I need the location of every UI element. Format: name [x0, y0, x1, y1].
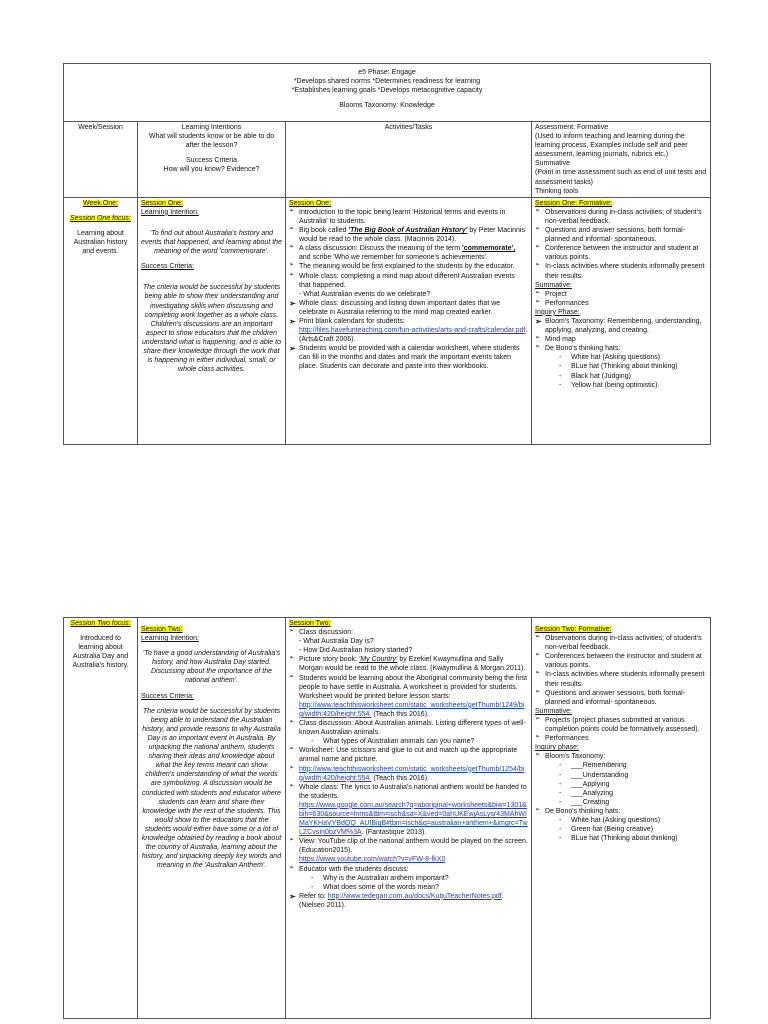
calendar-link[interactable]: http://files.havefunteaching.com/fun-activities/arts-and-crafts/calendar.pdf — [299, 327, 526, 335]
col-activities: Activities/Tasks — [286, 122, 532, 198]
anthem-search-link[interactable]: https://www.google.com.au/search?q=aboriginal+worksheets&biw=1301&bih=630&source=lnms&tbm=isch&sa=X&ved=0ahUKEwjAsLysr43MAhWIMaYKHaVYBdQQ_AUIBigB#tbm=isch&q=australian+anthem+&imgrc=TwLZCvsIn0bzVM%3A — [299, 801, 528, 837]
session-two-focus-label: Session Two focus: — [70, 620, 131, 627]
list-item: ➢ Whole class: completing a mind map about different Australian events that happened. - What Australian events do we celebrate? — [289, 272, 528, 299]
session-one-formative-label: Session One: Formative: — [535, 199, 613, 207]
formative-list — [535, 634, 707, 707]
list-item: ➢ Class discussion: - What Australia Day is? - How Did Australian history started? — [289, 628, 528, 655]
activities-session-label: Session Two: — [289, 620, 331, 627]
list-item: ➢ Introduction to the topic being learnt 'Historical terms and events in Australia' to students. — [289, 208, 528, 226]
list-item: ➢ Bloom's Taxonomy: - ___Remembering - ___Understanding - ___Applying - ___Analyzing - ___Creating — [535, 752, 707, 807]
teacher-notes-link[interactable]: http://www.tedegan.com.au/docs/KutjuTeacherNotes.pdf — [327, 892, 502, 900]
list-item: ➢ Questions and answer sessions, both formal- planned and informal- spontaneous. — [535, 689, 707, 707]
list-item: - BLue hat (Thinking about thinking) — [559, 834, 707, 843]
list-item: ➢ Big book called 'The Big Book of Australian History' by Peter Macinnis would be read to the whole class. (Macinnis 2014). — [289, 226, 528, 244]
phase-header-row — [64, 64, 711, 122]
youtube-link[interactable]: https://www.youtube.com/watch?v=vFW-8-fkX0 — [299, 856, 446, 864]
worksheet-link-1[interactable]: http://www.teachthisworksheet.com/static_worksheets/getThumb/1249/big/width:420/height:554. — [299, 701, 525, 718]
list-item: - Green hat (Being creative) — [559, 825, 707, 834]
column-header-row — [64, 122, 711, 198]
session-two-formative-label: Session Two: Formative: — [535, 626, 612, 633]
session-one-assessment-cell — [532, 197, 711, 444]
list-item: ➢ Students would be learning about the Aboriginal community being the first people to have settle in Australia. A worksheet is provided for students. Worksheet would be printed before lesson starts: http://www.teachthisworksheet.com/static_worksheets/getThumb/1249/big/width:420/height:554. (Teach this 2016). — [289, 674, 528, 719]
col-week: Week/Session — [64, 122, 138, 198]
list-item: - Black hat (Judging) — [559, 372, 707, 381]
list-item: - ___Analyzing — [559, 789, 707, 798]
list-item: ➢ Mind map — [535, 335, 707, 344]
list-item: ➢ Projects (project phases submitted at various completion points could be formatively assessed). — [535, 716, 707, 734]
learning-intention-label: Learning Intention: — [141, 208, 199, 216]
session-one-focus-label: Session One focus: — [70, 214, 131, 222]
session-two-activities-cell — [286, 618, 532, 1019]
inquiry-label: Inquiry phase: — [535, 744, 579, 752]
list-item: ➢ Observations during in-class activities; of student's non-verbal feedback. — [535, 208, 707, 226]
success-criteria-text: The criteria would be successful by students being able to understand the Australian history, and provide reasons to why Australia Day is an important event in Australia. By unpacking the national anthem, students sharing their ideas and knowledge about what the key terms meant can show children's understanding of what the words are symbolizing. A discussion would be conducted with students and educator where students can learn and share their knowledge with the rest of the students. This would show to the educators that the students would either have some or a lot of knowledge obtained by reading a book about the country of Australia, learning about the history, and unpacking deeply key words and meaning in the 'Australian Anthem'. — [141, 707, 282, 870]
summative-list — [535, 290, 707, 308]
session-one-activity-list — [289, 208, 528, 372]
blooms-header: Blooms Taxonomy: Knowledge — [339, 102, 435, 110]
phase-title: e5 Phase: Engage — [358, 69, 416, 76]
formative-list — [535, 208, 707, 281]
list-item: ➢ In-class activities where students informally present their results. — [535, 670, 707, 688]
list-item: ➢ Performances — [535, 734, 707, 743]
session-two-assessment-cell — [532, 618, 711, 1019]
success-criteria-label: Success Criteria: — [141, 692, 194, 700]
summative-label: Summative: — [535, 707, 572, 715]
list-item: ➢ Bloom's Taxonomy: Remembering, understanding, applying, analyzing, and creating. — [535, 317, 707, 335]
session-one-focus-cell — [64, 197, 138, 444]
inquiry-label: Inquiry Phase: — [535, 308, 580, 316]
list-item: ➢ Worksheet: Use scissors and glue to cut and match up the appropriate animal name and picture. — [289, 746, 528, 764]
phase-norms: *Develops shared norms *Determines readiness for learning — [293, 78, 481, 86]
planner-table-2 — [63, 617, 711, 1019]
hats-list — [535, 353, 707, 389]
activities-session-label: Session One: — [289, 199, 332, 207]
list-item: ➢ In-class activities where students informally present their results. — [535, 262, 707, 280]
session-one-row — [64, 197, 711, 444]
session-two-label: Session Two: — [141, 626, 183, 633]
list-item: ➢ Educator with the students discuss: - Why is the Australian anthem important? - What does some of the words mean? — [289, 865, 528, 892]
summative-list — [535, 716, 707, 743]
hats-list — [535, 816, 707, 843]
list-item: ➢ A class discussion: Discuss the meaning of the term 'commemorate', and scribe 'Who we remember for someone's achievements'. — [289, 244, 528, 262]
list-item: ➢ Print blank calendars for students: http://files.havefunteaching.com/fun-activities/arts-and-crafts/calendar.pdf. (Arts&Craft 2006). — [289, 317, 528, 344]
list-item: - ___Applying — [559, 780, 707, 789]
list-item: ➢ Whole class: discussing and listing down important dates that we celebrate in Australia referring to the mind map created earlier. — [289, 299, 528, 317]
list-item: ➢ The meaning would be first explained to the students by the educator. — [289, 262, 528, 271]
list-item: ➢ Project — [535, 290, 707, 299]
col-learning-intentions: Learning Intentions What will students know or be able to do after the lesson? Success Criteria How will you know? Evidence? — [138, 122, 286, 198]
list-item: - White hat (Asking questions) — [559, 353, 707, 362]
session-one-intention-cell — [138, 197, 286, 444]
learning-intention-label: Learning Intention: — [141, 635, 199, 643]
list-item: - White hat (Asking questions) — [559, 816, 707, 825]
list-item: - ___Creating — [559, 798, 707, 807]
list-item: ➢ De Bono's thinking hats: — [535, 344, 707, 353]
list-item: - Yellow hat (being optimistic). — [559, 381, 707, 390]
list-item: ➢ Questions and answer sessions, both formal- planned and informal- spontaneous. — [535, 226, 707, 244]
session-two-focus-text: Introduced to learning about Australia Day and Australia's history. — [72, 635, 129, 670]
list-item: ➢ Performances — [535, 299, 707, 308]
inquiry-list — [535, 752, 707, 816]
list-item: - What does some of the words mean? — [311, 883, 528, 892]
learning-intention-text: 'To find out about Australia's history and events that happened, and learning about the meaning of the word 'commemorate'. — [141, 229, 282, 256]
week-one-label: Week One: — [83, 199, 118, 207]
list-item: - ___Remembering — [559, 761, 707, 770]
session-two-row — [64, 618, 711, 1019]
phase-goals: *Establishes learning goals *Develops metacognitive capacity — [291, 87, 483, 95]
summative-label: Summative: — [535, 281, 572, 289]
list-item: ➢ View: YouTube clip of the national anthem would be played on the screen. (Education2015). https://www.youtube.com/watch?v=vFW-8-fkX0 — [289, 837, 528, 864]
list-item: ➢ Conference between the instructor and student at various points. — [535, 244, 707, 262]
session-one-focus-text: Learning about Australian history and events. — [73, 229, 128, 256]
session-two-focus-cell — [64, 618, 138, 1019]
planner-table-1 — [63, 63, 711, 445]
list-item: ➢ Observations during in-class activities; of student's non-verbal feedback. — [535, 634, 707, 652]
success-criteria-label: Success Criteria: — [141, 263, 194, 271]
session-two-intention-cell — [138, 618, 286, 1019]
session-one-label: Session One: — [141, 199, 184, 207]
learning-intention-text: 'To have a good understanding of Australia's history, and how Australia Day started. Discussing about the importance of the national anthem'. — [142, 650, 281, 685]
inquiry-list — [535, 317, 707, 353]
list-item: ➢ Whole class: The lyrics to Australia's national anthem would be handed to the students. https://www.google.com.au/search?q=aboriginal+worksheets&biw=1301&bih=630&source=lnms&tbm=isch&sa=X&ved=0ahUKEwjAsLysr43MAhWIMaYKHaVYBdQQ_AUIBigB#tbm=isch&q=australian+anthem+&imgrc=TwLZCvsIn0bzVM%3A. (Fantastique 2013). — [289, 783, 528, 838]
list-item: - BLue hat (Thinking about thinking) — [559, 362, 707, 371]
session-one-activities-cell — [286, 197, 532, 444]
list-item: ➢ De Bono's thinking hats: — [535, 807, 707, 816]
list-item: ➢ http://www.teachthisworksheet.com/static_worksheets/getThumb/1254/big/width:420/height:554. (Teach this 2016). — [289, 765, 528, 783]
list-item: ➢ Picture story book: 'My Country' by Ezekiel Kwaymullina and Sally Morgan would be read to the whole class. (Kwaymullina & Morgan 2011). — [289, 655, 528, 673]
list-item: - What types of Australian animals can you name? — [311, 737, 528, 746]
list-item: ➢ Students would be provided with a calendar worksheet, where students can fill in the months and dates and mark the important events taken place. Students can decorate and paste into their workbooks. — [289, 344, 528, 371]
list-item: ➢ Conferences between the instructor and student at various points. — [535, 652, 707, 670]
worksheet-link-2[interactable]: http://www.teachthisworksheet.com/static_worksheets/getThumb/1254/big/width:420/height:554. — [299, 765, 525, 782]
list-item: - Why is the Australian anthem important? — [311, 874, 528, 883]
list-item: ➢ Class discussion: About Australian animals. Listing different types of well-known Australian animals. - What types of Australian animals can you name? — [289, 719, 528, 746]
session-two-activity-list — [289, 628, 528, 910]
list-item: - ___Understanding — [559, 771, 707, 780]
success-criteria-text: The criteria would be successful by students being able to show their understanding and investigating skills when discussing and completing work together as a whole class. Children's discussions are an important aspect to show educators that the children understand what is happening, and is able to share their knowledge through the work that is happening in either individual, small, or whole class activities. — [142, 284, 281, 374]
list-item: ➢ Refer to: http://www.tedegan.com.au/docs/KutjuTeacherNotes.pdf. (Nielsen 2011). — [289, 892, 528, 910]
col-assessment: Assessment: Formative (Used to inform teaching and learning during the learning process, Examples include self and peer assessment, learning journals, rubrics etc.) Summative (Point in time assessment such as end of unit tests and assessment tasks) Thinking tools — [532, 122, 711, 198]
